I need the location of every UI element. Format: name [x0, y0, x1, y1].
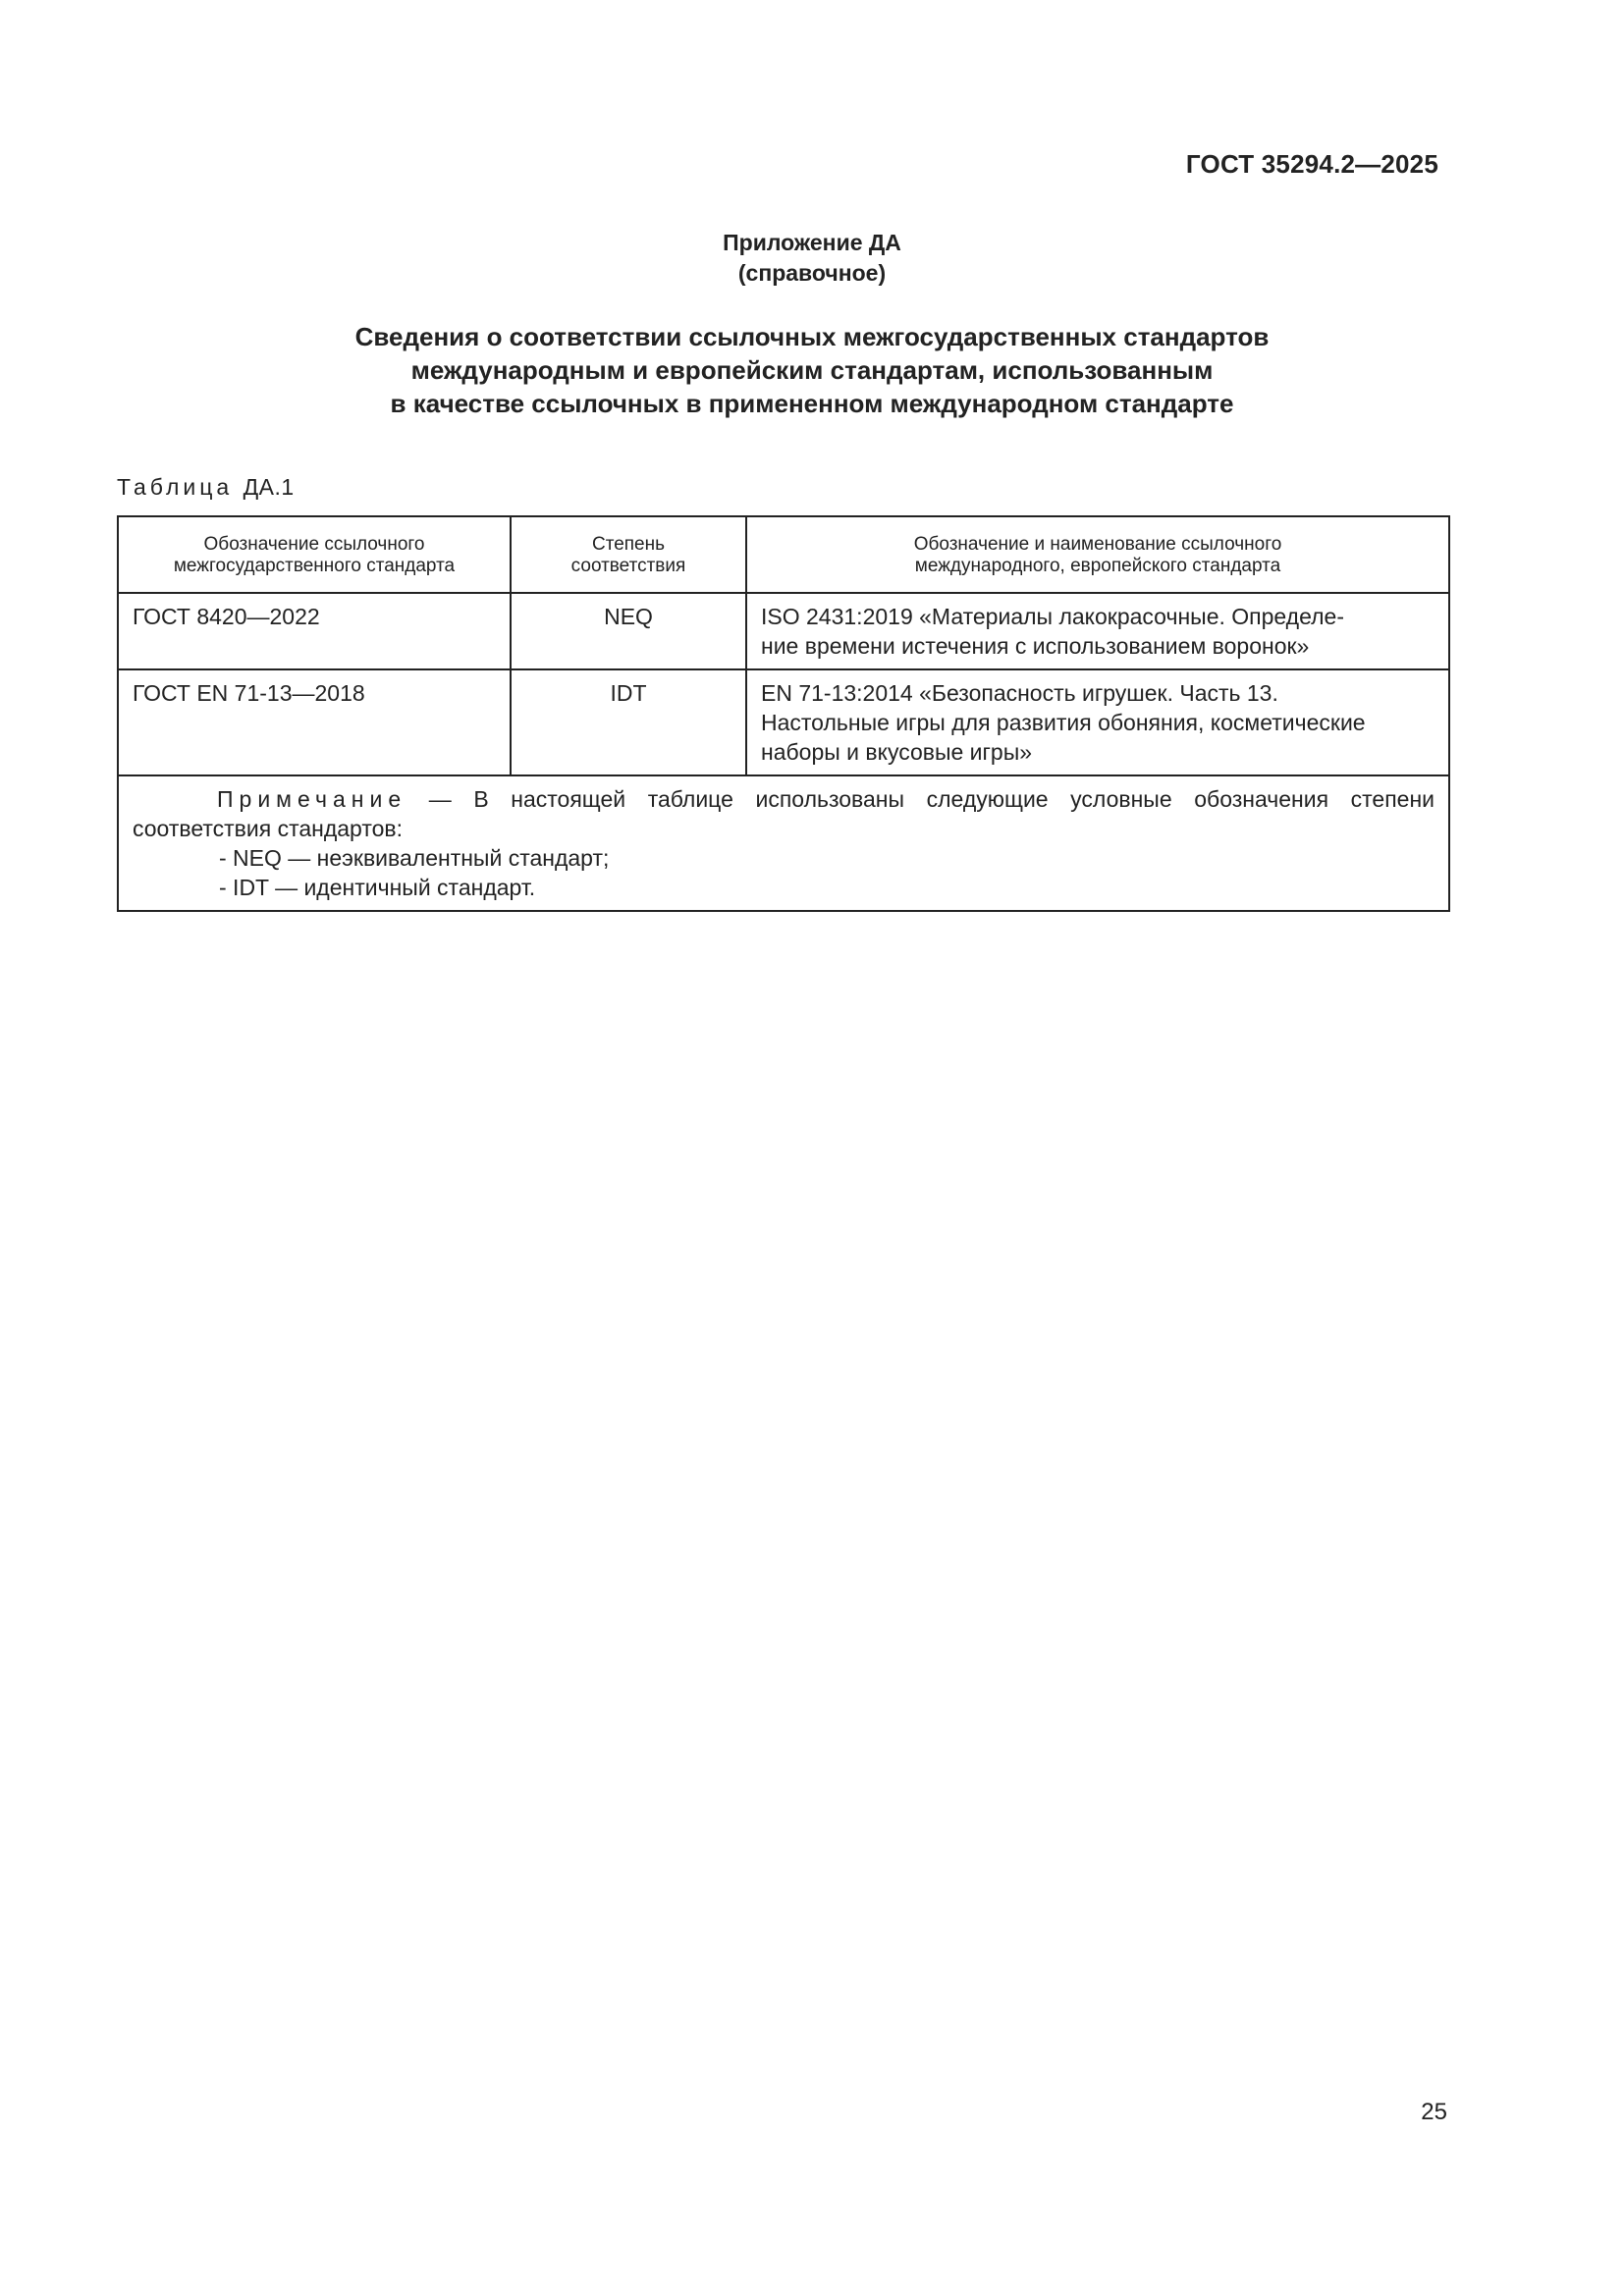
cell-degree: IDT	[511, 669, 746, 775]
table-row	[118, 669, 1449, 775]
table-header-row	[118, 516, 1449, 593]
column-header-degree: Степень соответствия	[511, 516, 746, 593]
table-caption-label: Таблица	[117, 474, 234, 500]
note-item: - IDT — идентичный стандарт.	[219, 875, 536, 900]
appendix-heading	[0, 228, 1624, 289]
cell-designation: ГОСТ 8420—2022	[118, 593, 511, 669]
document-code: ГОСТ 35294.2—2025	[1185, 149, 1438, 179]
cell-designation: ГОСТ EN 71-13—2018	[118, 669, 511, 775]
appendix-subtitle: (справочное)	[737, 260, 887, 286]
section-title	[0, 320, 1624, 420]
page-number: 25	[1421, 2099, 1447, 2125]
column-header-designation: Обозначение ссылочного межгосударственного стандарта	[118, 516, 511, 593]
cell-reference: EN 71-13:2014 «Безопасность игрушек. Часть 13. Настольные игры для развития обоняния, косметические наборы и вкусовые игры»	[746, 669, 1449, 775]
column-header-reference: Обозначение и наименование ссылочного международного, европейского стандарта	[746, 516, 1449, 593]
note-text: Примечание — В настоящей таблице использованы следующие условные обозначения степени соответствия стандартов:	[133, 786, 1435, 841]
section-title-line: в качестве ссылочных в примененном международном стандарте	[390, 389, 1234, 418]
cell-degree: NEQ	[511, 593, 746, 669]
correspondence-table	[117, 515, 1450, 912]
table-note	[118, 775, 1449, 911]
table-note-row	[118, 775, 1449, 911]
table-caption	[117, 474, 295, 501]
note-item: - NEQ — неэквивалентный стандарт;	[219, 845, 610, 871]
note-label: Примечание	[217, 786, 407, 812]
appendix-title: Приложение ДА	[723, 230, 901, 255]
table-row	[118, 593, 1449, 669]
section-title-line: Сведения о соответствии ссылочных межгосударственных стандартов	[354, 322, 1270, 351]
cell-reference: ISO 2431:2019 «Материалы лакокрасочные. Определе- ние времени истечения с использованием воронок»	[746, 593, 1449, 669]
table-caption-number: ДА.1	[243, 474, 295, 500]
section-title-line: международным и европейским стандартам, использованным	[410, 355, 1214, 385]
